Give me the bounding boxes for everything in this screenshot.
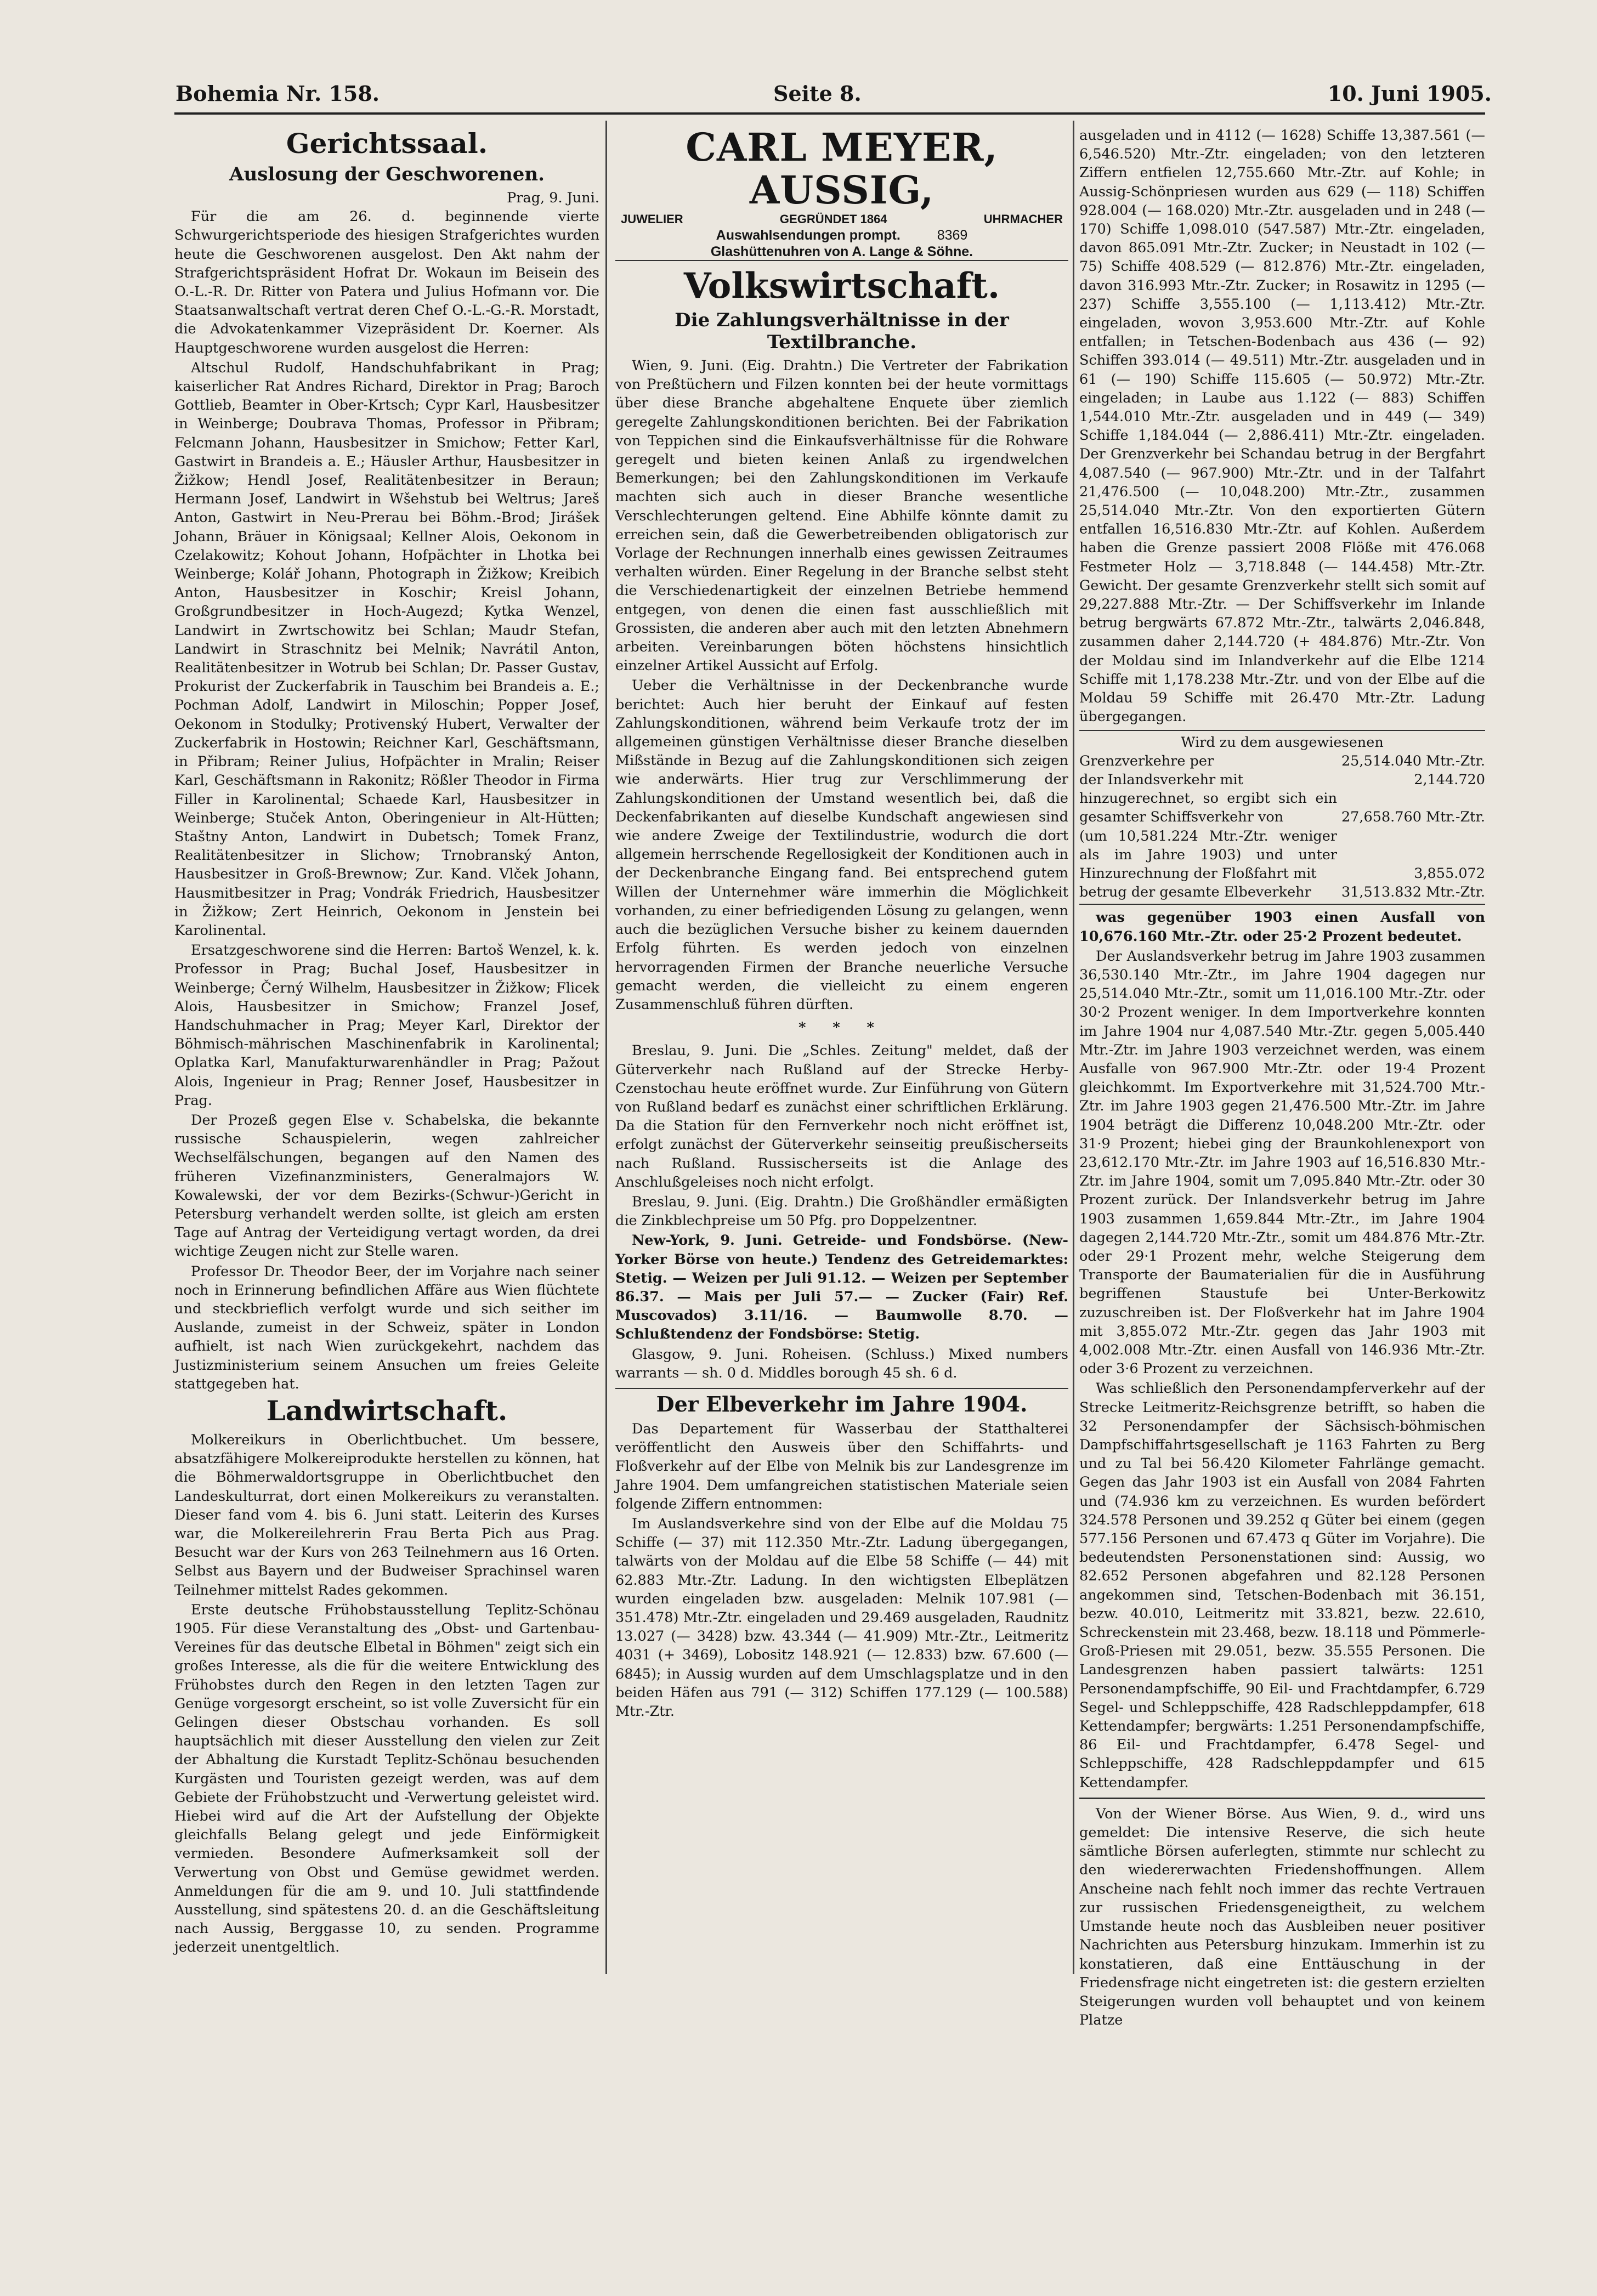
section-title-gerichtssaal: Gerichtssaal.	[286, 127, 488, 160]
ad-left: JUWELIER	[621, 212, 683, 226]
table-row	[1079, 883, 1485, 902]
ad-right: UHRMACHER	[983, 212, 1063, 226]
section-rule	[1079, 1798, 1485, 1799]
header-page-number: Seite 8.	[773, 81, 862, 106]
table-row	[1079, 789, 1485, 826]
article-paragraph: Professor Dr. Theodor Beer, der im Vorjahre nach seiner noch in Erinnerung befindlichen Affäre aus Wien flüchtete und steckbrieflich verfolgt wurde und sich seither im Auslande, zumeist in der Schweiz, später in London aufhielt, ist nach Wien zurückgekehrt, nachdem das Justizministerium seinem Ansuchen um freies Geleite stattgegeben hat.	[174, 1263, 599, 1392]
article-paragraph: Altschul Rudolf, Handschuhfabrikant in Prag; kaiserlicher Rat Andres Richard, Direktor in Prag; Baroch Gottlieb, Beamter in Ober-Krtsch; Cypr Karl, Hausbesitzer in Weinberge; Doubrava Thomas, Professor in Přibram; Felcmann Johann, Hausbesitzer in Smichow; Fetter Karl, Gastwirt in Brandeis a. E.; Häusler Arthur, Hausbesitzer in Žižkow; Hendl Josef, Realitätenbesitzer in Beraun; Hermann Josef, Landwirt in Wšehstub bei Weltrus; Jareš Anton, Gastwirt in Neu-Prerau bei Böhm.-Brod; Jirášek Johann, Bräuer in Königsaal; Kellner Alois, Oekonom in Czelakowitz; Kohout Johann, Hofpächter in Lhotka bei Weinberge; Kolář Johann, Photograph in Žižkow; Kreibich Anton, Hausbesitzer in Koschir; Kreisl Johann, Großgrundbesitzer in Hoch-Augezd; Kytka Wenzel, Landwirt in Zwrtschowitz bei Schlan; Maudr Stefan, Landwirt in Straschnitz bei Melnik; Navrátil Anton, Realitätenbesitzer in Wotrub bei Schlan; Dr. Passer Gustav, Prokurist der Zuckerfabrik in Tauschim bei Brandeis a. E.; Pochman Adolf, Landwirt in Miloschin; Popper Josef, Oekonom in Stodulky; Protivenský Hubert, Verwalter der Zuckerfabrik in Hostowin; Reichner Karl, Geschäftsmann, in Přibram; Reiner Julius, Hofpächter in Mralin; Reiser Karl, Geschäftsmann in Rakonitz; Rößler Theodor in Firma Filler in Karolinental; Schaede Karl, Hausbesitzer in Weinberge; Stuček Anton, Oberingenieur in Alt-Hütten; Staštny Anton, Landwirt in Dubetsch; Tomek Franz, Realitätenbesitzer in Slichow; Trnobranský Anton, Hausbesitzer in Groß-Brewnow; Zur. Kand. Vlček Johann, Hausmitbesitzer in Prag; Vondrák Friedrich, Hausbesitzer in Žižkow; Zert Heinrich, Oekonom in Jenstein bei Karolinental.	[174, 359, 599, 939]
section-title-volkswirtschaft: Volkswirtschaft.	[683, 265, 1000, 307]
header-rule	[174, 112, 1485, 115]
article-paragraph: Ueber die Verhältnisse in der Deckenbranche wurde berichtet: Auch hier beruht der Einkauf auf festen Zahlungskonditionen, während beim Verkaufe trotz der im allgemeinen günstigen Verhältnisse dieser Branche dieselben Mißstände in Bezug auf die Zahlungskonditionen sich zeigen wie anderwärts. Hier trug zur Verschlimmerung der Zahlungskonditionen der Umstand wesentlich bei, daß die Deckenfabrikanten auf dieselbe Kundschaft angewiesen sind wie andere Zweige der Textilindustrie, wodurch die dort allgemein herrschende Regellosigkeit der Konditionen auch in der Deckenbranche Eingang fand. Bei entsprechend gutem Willen der Unternehmer wäre immerhin die Möglichkeit vorhanden, zu einer befriedigenden Lösung zu gelangen, wenn auch die bezüglichen Versuche bisher zu keinem dauernden Erfolg führten. Es werden jedoch von einzelnen hervorragenden Firmen der Branche neuerliche Versuche gemacht werden, die vielleicht zu einem engeren Zusammenschluß führen dürften.	[615, 677, 1068, 1013]
header-date: 10. Juni 1905.	[1327, 81, 1492, 106]
article-paragraph: Das Departement für Wasserbau der Statthalterei veröffentlicht den Ausweis über den Schiffahrts- und Floßverkehr auf der Elbe von Melnik bis zur Landesgrenze im Jahre 1904. Dem umfangreichen statistischen Materiale seien folgende Ziffern entnommen:	[615, 1420, 1068, 1512]
ad-center: GEGRÜNDET 1864	[779, 212, 887, 226]
column-2	[615, 126, 1068, 1974]
table-row	[1079, 770, 1485, 789]
ad-subline	[615, 212, 1068, 227]
article-paragraph: New-York, 9. Juni. Getreide- und Fondsbörse. (New-Yorker Börse von heute.) Tendenz des Getreidemarktes: Stetig. — Weizen per Juli 91.12. — Weizen per September 86.37. — Mais per Juli 57.— — Zucker (Fair) Ref. Muscovados) 3.11/16. — Baumwolle 8.70. — Schlußtendenz der Fondsbörse: Stetig.	[615, 1232, 1068, 1343]
article-paragraph: ausgeladen und in 4112 (— 1628) Schiffe 13,387.561 (— 6,546.520) Mtr.-Ztr. eingeladen; von den letzteren Ziffern entfielen 12,755.660 Mtr.-Ztr. auf Kohle; in Aussig-Schönpriesen wurden aus 629 (— 118) Schiffen 928.004 (— 168.020) Mtr.-Ztr. ausgeladen und in 248 (— 170) Schiffe 1,098.010 (547.587) Mtr.-Ztr. eingeladen, davon 865.091 Mtr.-Ztr. Zucker; in Neustadt in 102 (— 75) Schiffe 408.529 (— 812.876) Mtr.-Ztr. eingeladen, davon 316.993 Mtr.-Ztr. Zucker; in Rosawitz in 1295 (— 237) Schiffe 3,555.100 (— 1,113.412) Mtr.-Ztr. eingeladen, wovon 3,953.600 Mtr.-Ztr. auf Kohle entfallen; in Tetschen-Bodenbach aus 436 (— 92) Schiffen 393.014 (— 49.511) Mtr.-Ztr. ausgeladen und in 61 (— 190) Schiffe 115.605 (— 50.972) Mtr.-Ztr. eingeladen; in Laube aus 1.122 (— 883) Schiffen 1,544.010 Mtr.-Ztr. ausgeladen und in 449 (— 349) Schiffe 1,184.044 (— 2,886.411) Mtr.-Ztr. eingeladen. Der Grenzverkehr bei Schandau betrug in der Bergfahrt 4,087.540 (— 967.900) Mtr.-Ztr. und in der Talfahrt 21,476.500 (— 10,048.200) Mtr.-Ztr., zusammen 25,514.040 Mtr.-Ztr. Von den exportierten Gütern entfallen 16,516.830 Mtr.-Ztr. auf Kohlen. Außerdem haben die Grenze passiert 2008 Flöße mit 476.068 Festmeter Holz — 3,718.848 (— 144.458) Mtr.-Ztr. Gewicht. Der gesamte Grenzverkehr stellt sich somit auf 29,227.888 Mtr.-Ztr. — Der Schiffsverkehr im Inlande betrug bergwärts 67.872 Mtr.-Ztr., talwärts 2,046.848, zusammen daher 2,144.720 (+ 484.876) Mtr.-Ztr. Von der Moldau sind im Inlandverkehr auf die Elbe 1214 Schiffe mit 1,178.238 Mtr.-Ztr. und von der Elbe auf die Moldau 59 Schiffe mit 26.470 Mtr.-Ztr. Ladung übergegangen.	[1079, 127, 1485, 725]
table-label: Grenzverkehre per	[1079, 752, 1214, 769]
ad-line-2: Glashüttenuhren von A. Lange & Söhne.	[710, 244, 973, 259]
article-paragraph: Erste deutsche Frühobstausstellung Teplitz-Schönau 1905. Für diese Veranstaltung des „Obst- und Gartenbau-Vereines für das deutsche Elbetal in Böhmen" zeigt sich ein großes Interesse, als die für die weitere Entwicklung des Frühobstes durch den Regen in den letzten Tagen zur Genüge vorgesorgt erscheint, so ist volle Zuversicht für ein Gelingen dieser Obstschau vorhanden. Es soll hauptsächlich mit dieser Ausstellung den vielen zur Zeit der Abhaltung die Kurstadt Teplitz-Schönau besuchenden Kurgästen und Touristen gezeigt werden, was auf dem Gebiete der Frühobstzucht und -Verwertung geleistet wird. Hiebei wird auf die Art der Aufstellung der Objekte gleichfalls Belang gelegt und jede Einförmigkeit vermieden. Besondere Aufmerksamkeit soll der Verwertung von Obst und Gemüse gewidmet werden. Anmeldungen für die am 9. und 10. Juli stattfindende Ausstellung, sind spätestens 20. d. an die Geschäftsleitung nach Aussig, Berggasse 10, zu senden. Programme jederzeit unentgeltlich.	[174, 1601, 599, 1956]
ad-line-1	[615, 227, 1068, 243]
advertisement-carl-meyer	[615, 126, 1068, 261]
article-paragraph-wiener-boerse: Von der Wiener Börse. Aus Wien, 9. d., wird uns gemeldet: Die intensive Reserve, die sich heute sämtliche Börsen auferlegten, stimmte nur schlecht zu den wiedererwachten Friedenshoffnungen. Allem Anscheine nach fehlt noch immer das rechte Vertrauen zur russischen Friedensgeneigtheit, zu welchem Umstande heute noch das Ausbleiben neuer positiver Nachrichten aus Petersburg hinzukam. Immerhin ist zu konstatieren, daß eine Enttäuschung in der Friedensfrage nicht eingetreten ist: die gestern erzielten Steigerungen wurden voll behauptet und von keinem Platze	[1079, 1805, 1485, 2029]
table-value: 31,513.832 Mtr.-Ztr.	[1341, 884, 1485, 901]
article-headline-elbeverkehr: Der Elbeverkehr im Jahre 1904.	[615, 1388, 1068, 1416]
article-paragraph: Wien, 9. Juni. (Eig. Drahtn.) Die Vertreter der Fabrikation von Preßtüchern und Filzen konnten bei der heute vormittags über diese Branche abgehaltene Enquete über ziemlich geregelte Zahlungskonditionen berichten. Bei der Fabrikation von Teppichen sind die Einkaufsverhältnisse für die Rohware geregelt und bieten keinen Anlaß zu irgendwelchen Bemerkungen; bei den Zahlungskonditionen im Verkaufe machten sich auch in dieser Branche wesentliche Verschlechterungen geltend. Eine Abhilfe könnte damit zu erreichen sein, daß die Gewerbetreibenden obligatorisch zur Vorlage der Rechnungen innerhalb eines gewissen Zeitraumes verhalten würden. Einer Regelung in der Branche selbst steht die Verschiedenartigkeit der einzelnen Betriebe hemmend entgegen, von denen die einen fast ausschließlich mit Grossisten, die anderen aber auch mit den letzten Abnehmern arbeiten. Vereinbarungen böten höchstens hinsichtlich einzelner Artikel Aussicht auf Erfolg.	[615, 358, 1068, 674]
separator-stars: * * *	[799, 1019, 885, 1036]
article-paragraph: Der Prozeß gegen Else v. Schabelska, die bekannte russische Schauspielerin, wegen zahlreicher Wechselfälschungen, begangen auf den Namen des früheren Vizefinanzministers, Generalmajors W. Kowalewski, der vor dem Bezirks-(Schwur-)Gericht in Petersburg verhandelt werden sollte, ist gleich am ersten Tage auf Antrag der Verteidigung vertagt worden, da drei wichtige Zeugen nicht zur Stelle waren.	[174, 1112, 599, 1260]
table-value: 2,144.720	[1414, 771, 1485, 788]
table-label: der Inlandsverkehr mit	[1079, 771, 1243, 788]
column-divider	[605, 121, 607, 1974]
article-paragraph: Für die am 26. d. beginnende vierte Schwurgerichtsperiode des hiesigen Strafgerichtes wurden heute die Geschworenen ausgelost. Den Akt nahm der Strafgerichtspräsident Hofrat Dr. Wokaun im Beisein des O.-L.-R. Dr. Ritter von Patera und Julius Hofmann vor. Die Staatsanwaltschaft vertrat deren Chef O.-L.-G.-R. Morstadt, die Advokatenkammer Vizepräsident Dr. Koerner. Als Hauptgeschworene wurden ausgelost die Herren:	[174, 208, 599, 356]
table-row	[1079, 827, 1485, 883]
article-headline: Die Zahlungsverhältnisse in der Textilbranche.	[675, 309, 1009, 353]
table-heading: Wird zu dem ausgewiesenen	[1181, 734, 1384, 751]
table-label: betrug der gesamte Elbeverkehr	[1079, 884, 1311, 901]
article-paragraph: Ersatzgeschworene sind die Herren: Bartoš Wenzel, k. k. Professor in Prag; Buchal Josef, Hausbesitzer in Weinberge; Černý Wilhelm, Hausbesitzer in Žižkow; Flicek Alois, Hausbesitzer in Smichow; Franzel Josef, Handschuhmacher in Prag; Meyer Karl, Direktor der Böhmisch-mährischen Maschinenfabrik in Karolinental; Oplatka Karl, Manufakturwarenhändler in Prag; Pažout Alois, Ingenieur in Prag; Renner Josef, Hausbesitzer in Prag.	[174, 942, 599, 1109]
column-divider	[1073, 121, 1074, 1974]
ad-line-1-text: Auswahlsendungen prompt.	[716, 228, 901, 243]
header-paper-issue: Bohemia Nr. 158.	[175, 81, 380, 106]
article-paragraph: Glasgow, 9. Juni. Roheisen. (Schluss.) Mixed numbers warrants — sh. 0 d. Middles borough 45 sh. 6 d.	[615, 1346, 1068, 1381]
article-paragraph: Was schließlich den Personendampferverkehr auf der Strecke Leitmeritz-Reichsgrenze betrifft, so haben die 32 Personendampfer der Sächsisch-böhmischen Dampfschiffahrtsgesellschaft je 1163 Fahrten zu Berg und zu Tal bei 56.420 Kilometer Fahrlänge gemacht. Gegen das Jahr 1903 ist ein Ausfall von 2084 Fahrten und (74.936 km zu verzeichnen. Es wurden befördert 324.578 Personen und 39.252 q Güter bei einem (gegen 577.156 Personen und 67.473 q Güter im Vorjahre). Die bedeutendsten Personenstationen sind: Aussig, wo 82.652 Personen abgefahren und 82.128 Personen angekommen sind, Tetschen-Bodenbach mit 36.151, bezw. 40.010, Leitmeritz mit 33.821, bezw. 22.610, Schreckenstein mit 23.468, bezw. 18.118 und Pömmerle-Groß-Priesen mit 29.051, bezw. 35.555 Personen. Die Landesgrenzen haben passiert talwärts: 1251 Personendampfschiffe, 90 Eil- und Frachtdampfer, 6.729 Segel- und Schleppschiffe, 428 Radschleppdampfer, 618 Kettendampfer; bergwärts: 1.251 Personendampfschiffe, 86 Eil- und Frachtdampfer, 6.478 Segel- und Schleppschiffe, 428 Radschleppdampfer und 615 Kettendampfer.	[1079, 1380, 1485, 1791]
table-row	[1079, 752, 1485, 770]
table-value: 27,658.760 Mtr.-Ztr.	[1341, 809, 1485, 826]
article-paragraph: Der Auslandsverkehr betrug im Jahre 1903 zusammen 36,530.140 Mtr.-Ztr., im Jahre 1904 dagegen nur 25,514.040 Mtr.-Ztr., somit um 11,016.100 Mtr.-Ztr. oder 30·2 Prozent weniger. In dem Importverkehre konnten im Jahre 1904 nur 4,087.540 Mtr.-Ztr. gegen 5,005.440 Mtr.-Ztr. im Jahre 1903 verzeichnet werden, was einem Ausfalle von 967.900 Mtr.-Ztr. oder 19·4 Prozent gleichkommt. Im Exportverkehre mit 31,524.700 Mtr.-Ztr. im Jahre 1903 gegen 21,476.500 Mtr.-Ztr. im Jahre 1904 beträgt die Differenz 10,048.200 Mtr.-Ztr. oder 31·9 Prozent; hiebei ging der Braunkohlenexport von 23,612.170 Mtr.-Ztr. im Jahre 1903 auf 16,516.830 Mtr.-Ztr. im Jahre 1904, somit um 7,095.840 Mtr.-Ztr. oder 30 Prozent zurück. Der Inlandsverkehr betrug im Jahre 1903 zusammen 1,659.844 Mtr.-Ztr., im Jahre 1904 dagegen 2,144.720 Mtr.-Ztr., somit um 484.876 Mtr.-Ztr. oder 29·1 Prozent mehr, welche Steigerung dem Transporte der Baumaterialien für die in Ausführung begriffenen Staustufe bei Unter-Berkowitz zuzuschreiben ist. Der Floßverkehr hat im Jahre 1904 mit 3,855.072 Mtr.-Ztr. gegen das Jahr 1903 mit 4,002.008 Mtr.-Ztr. einen Ausfall von 146.936 Mtr.-Ztr. oder 3·6 Prozent zu verzeichnen.	[1079, 948, 1485, 1377]
page-header	[175, 77, 1492, 115]
ad-line-1-number: 8369	[937, 228, 968, 243]
table-label: hinzugerechnet, so ergibt sich ein gesamter Schiffsverkehr von	[1079, 790, 1337, 826]
table-label: (um 10,581.224 Mtr.-Ztr. weniger als im Jahre 1903) und unter Hinzurechnung der Floßfahrt mit	[1079, 827, 1337, 882]
column-3	[1079, 126, 1485, 2029]
table-value: 3,855.072	[1414, 865, 1485, 882]
ad-title: CARL MEYER, AUSSIG,	[686, 124, 998, 213]
section-title-landwirtschaft: Landwirtschaft.	[266, 1394, 508, 1427]
column-1	[174, 126, 599, 1974]
article-paragraph: Breslau, 9. Juni. Die „Schles. Zeitung" meldet, daß der Güterverkehr nach Rußland auf der Strecke Herby-Czenstochau heute eröffnet wurde. Zur Einführung von Gütern von Rußland bedarf es zunächst einer schriftlichen Erklärung. Da die Station für den Fernverkehr noch nicht eröffnet ist, erfolgt zunächst der Güterverkehr seinseitig preußischerseits nach Rußland. Russischerseits ist die Anlage des Anschlußgeleises noch nicht erfolgt.	[615, 1042, 1068, 1190]
article-paragraph: Im Auslandsverkehre sind von der Elbe auf die Moldau 75 Schiffe (— 37) mit 112.350 Mtr.-Ztr. Ladung übergegangen, talwärts von der Moldau auf die Elbe 58 Schiffe (— 44) mit 62.883 Mtr.-Ztr. Ladung. In den wichtigsten Elbeplätzen wurden eingeladen bzw. ausgeladen: Melnik 107.981 (— 351.478) Mtr.-Ztr. eingeladen und 29.469 ausgeladen, Raudnitz 13.027 (— 3428) bzw. 43.344 (— 41.909) Mtr.-Ztr., Leitmeritz 4031 (+ 3469), Lobositz 148.921 (— 12.833) bzw. 67.600 (— 6845); in Aussig wurden auf dem Umschlagsplatze und in den beiden Häfen aus 791 (— 312) Schiffen 177.129 (— 100.588) Mtr.-Ztr.	[615, 1515, 1068, 1720]
table-value: 25,514.040 Mtr.-Ztr.	[1341, 752, 1485, 769]
article-paragraph: Breslau, 9. Juni. (Eig. Drahtn.) Die Großhändler ermäßigten die Zinkblechpreise um 50 Pfg. pro Doppelzentner.	[615, 1193, 1068, 1229]
dateline: Prag, 9. Juni.	[507, 190, 599, 206]
article-headline: Auslosung der Geschworenen.	[229, 163, 545, 185]
traffic-summary-table	[1079, 730, 1485, 905]
article-paragraph: Molkereikurs in Oberlichtbuchet. Um bessere, absatzfähigere Molkereiprodukte herstellen zu können, hat die Böhmerwaldortsgruppe in Oberlichtbuchet den Landeskulturrat, dort einen Molkereikurs zu veranstalten. Dieser fand vom 4. bis 6. Juni statt. Leiterin des Kurses war, die Molkereilehrerin Frau Berta Pich aus Prag. Besucht war der Kurs von 263 Teilnehmern aus 16 Orten. Selbst aus Bayern und der Budweiser Sprachinsel waren Teilnehmer mittelst Rades gekommen.	[174, 1432, 599, 1598]
article-paragraph: was gegenüber 1903 einen Ausfall von 10,676.160 Mtr.-Ztr. oder 25·2 Prozent bedeutet.	[1079, 909, 1485, 945]
